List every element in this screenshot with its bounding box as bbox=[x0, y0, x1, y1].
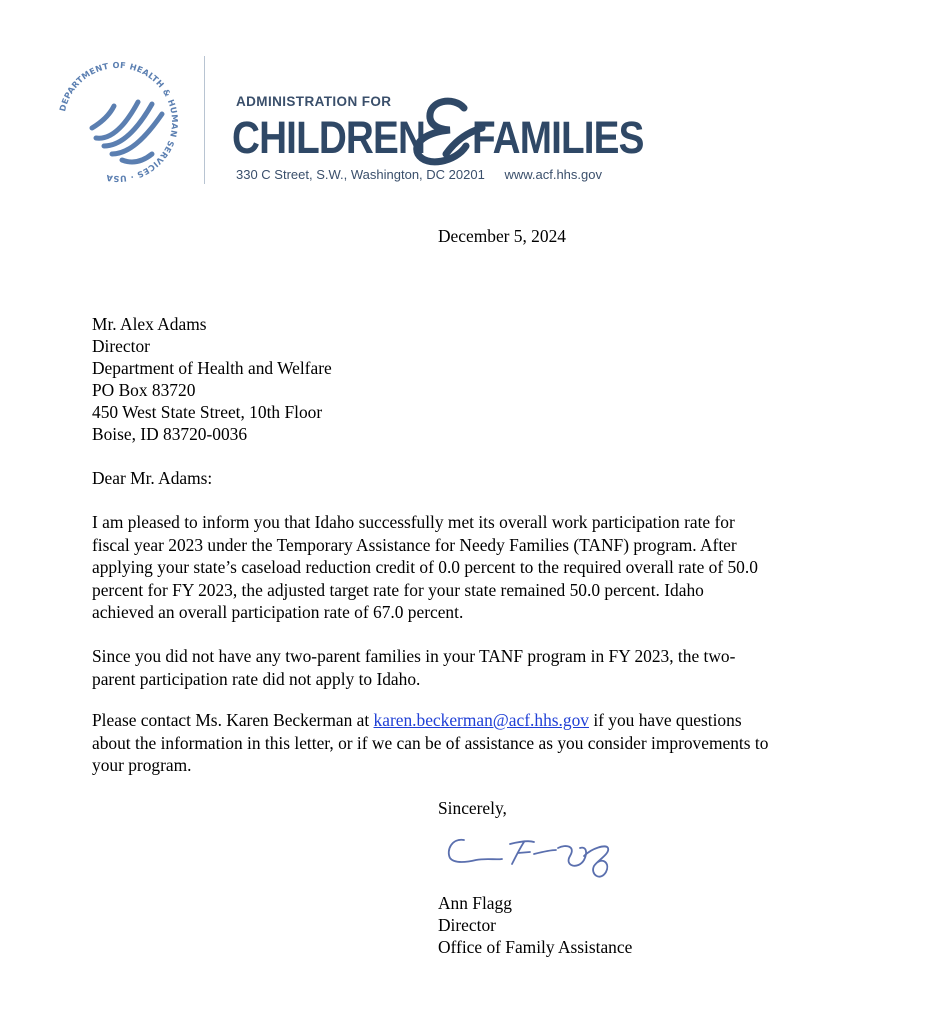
hhs-seal-logo bbox=[52, 56, 184, 188]
recipient-title: Director bbox=[92, 336, 150, 356]
svg-text:DEPARTMENT OF HEALTH & HUMAN S bbox=[57, 60, 180, 184]
recipient-city: Boise, ID 83720-0036 bbox=[92, 424, 248, 444]
paragraph-line: Since you did not have any two-parent families in your TANF program in FY 2023, the two- bbox=[92, 646, 736, 666]
recipient-po-box: PO Box 83720 bbox=[92, 380, 196, 400]
paragraph-line: I am pleased to inform you that Idaho successfully met its overall work participation rate for bbox=[92, 512, 735, 532]
street-address: 330 C Street, S.W., Washington, DC 20201 bbox=[236, 167, 485, 182]
signer-office: Office of Family Assistance bbox=[438, 937, 633, 957]
letterhead-address bbox=[236, 167, 602, 182]
paragraph-line: applying your state’s caseload reduction credit of 0.0 percent to the required overall rate of 50.0 bbox=[92, 557, 758, 577]
recipient-street: 450 West State Street, 10th Floor bbox=[92, 402, 323, 422]
website: www.acf.hhs.gov bbox=[504, 167, 602, 182]
paragraph-line: fiscal year 2023 under the Temporary Assistance for Needy Families (TANF) program. After bbox=[92, 534, 737, 555]
paragraph-line: about the information in this letter, or if we can be of assistance as you consider improvements to bbox=[92, 732, 769, 753]
contact-suffix: if you have questions bbox=[588, 710, 742, 730]
agency-word-children: CHILDREN bbox=[232, 112, 426, 163]
contact-email-link[interactable]: karen.beckerman@acf.hhs.gov bbox=[373, 710, 589, 730]
agency-word-families: FAMILIES bbox=[472, 112, 644, 163]
recipient-name: Mr. Alex Adams bbox=[92, 314, 207, 334]
recipient-organization: Department of Health and Welfare bbox=[92, 358, 332, 378]
paragraph-line: parent participation rate did not apply to Idaho. bbox=[92, 668, 421, 689]
paragraph-line bbox=[92, 709, 768, 732]
closing: Sincerely, bbox=[438, 798, 507, 818]
letterhead-divider bbox=[204, 56, 205, 184]
seal-text: DEPARTMENT OF HEALTH & HUMAN SERVICES · USA bbox=[57, 59, 181, 185]
signer-block bbox=[438, 892, 632, 958]
paragraph-line: percent for FY 2023, the adjusted target rate for your state remained 50.0 percent. Idaho bbox=[92, 579, 704, 600]
recipient-block bbox=[92, 313, 332, 445]
paragraph-line: achieved an overall participation rate of 67.0 percent. bbox=[92, 602, 464, 622]
salutation: Dear Mr. Adams: bbox=[92, 468, 213, 488]
paragraph-contact bbox=[92, 709, 768, 777]
contact-prefix: Please contact Ms. Karen Beckerman at bbox=[92, 710, 374, 730]
paragraph-two-parent bbox=[92, 645, 735, 690]
agency-line1: ADMINISTRATION FOR bbox=[236, 94, 392, 109]
paragraph-line: your program. bbox=[92, 755, 192, 775]
signer-title: Director bbox=[438, 915, 496, 935]
letter-date: December 5, 2024 bbox=[438, 226, 566, 246]
signer-name: Ann Flagg bbox=[438, 893, 512, 913]
handwritten-signature bbox=[438, 826, 618, 888]
paragraph-participation-rate bbox=[92, 511, 758, 624]
